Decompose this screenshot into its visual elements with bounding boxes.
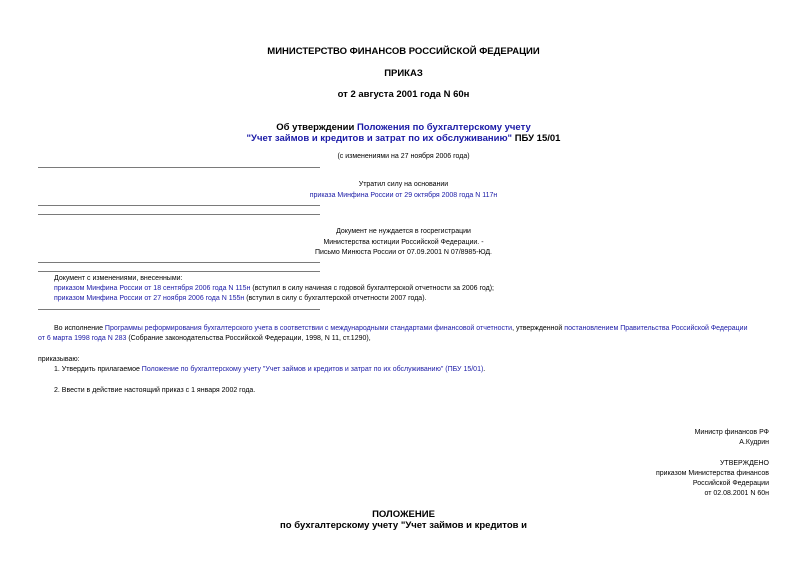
reform-program-link[interactable]: Программы реформирования бухгалтерского учета в соответствии с международными стандартами финансовой отчетности <box>104 325 513 332</box>
item1-end: . <box>483 366 486 373</box>
approval-line3: Российской Федерации <box>692 480 769 487</box>
change-item-1 <box>54 284 494 293</box>
p1-mid: , утвержденной <box>512 325 565 332</box>
divider <box>38 214 320 215</box>
regulation-heading: ПОЛОЖЕНИЕ <box>372 509 435 520</box>
government-decree-link-b[interactable]: от 6 марта 1998 года N 283 <box>38 335 127 342</box>
divider <box>38 205 320 206</box>
order-item-2: 2. Ввести в действие настоящий приказ с 1 января 2002 года. <box>54 387 256 394</box>
title-prefix: Об утверждении <box>276 122 357 133</box>
document-title-line2 <box>0 133 807 144</box>
regulation-link[interactable]: Положение по бухгалтерскому учету "Учет займов и кредитов и затрат по их обслуживанию" (ПБУ 15/01) <box>141 366 484 373</box>
item1-start: 1. Утвердить прилагаемое <box>54 366 142 373</box>
document-type: ПРИКАЗ <box>384 68 423 79</box>
ministry-heading: МИНИСТЕРСТВО ФИНАНСОВ РОССИЙСКОЙ ФЕДЕРАЦИИ <box>267 46 540 57</box>
signature-position: Министр финансов РФ <box>694 429 769 436</box>
p1-start: Во исполнение <box>54 325 105 332</box>
p1-end: (Собрание законодательства Российской Федерации, 1998, N 11, ст.1290), <box>126 335 371 342</box>
changes-intro: Документ с изменениями, внесенными: <box>54 275 183 282</box>
regulation-link-line2[interactable]: "Учет займов и кредитов и затрат по их обслуживанию" <box>246 133 513 144</box>
registration-notice-line2: Министерства юстиции Российской Федерации. - <box>323 239 484 246</box>
repeal-order-link[interactable]: приказа Минфина России от 29 октября 2008 года N 117н <box>309 192 498 199</box>
order-word: приказываю: <box>38 356 80 363</box>
divider <box>38 262 320 263</box>
title-suffix: ПБУ 15/01 <box>512 133 561 144</box>
repeal-notice: Утратил силу на основании <box>358 181 449 188</box>
approval-line1: УТВЕРЖДЕНО <box>719 460 769 467</box>
order-item-1 <box>54 365 485 374</box>
approval-line2: приказом Министерства финансов <box>655 470 769 477</box>
body-paragraph-1-line1 <box>54 324 747 333</box>
approval-line4: от 02.08.2001 N 60н <box>704 490 769 497</box>
signature-name: А.Кудрин <box>739 439 769 446</box>
change-item-1-text: (вступил в силу начиная с годовой бухгалтерской отчетности за 2006 год); <box>250 285 494 292</box>
registration-notice-line3: Письмо Минюста России от 07.09.2001 N 07/8985-ЮД. <box>314 249 493 256</box>
document-title <box>0 122 807 133</box>
divider <box>38 309 320 310</box>
amendment-note: (с изменениями на 27 ноября 2006 года) <box>337 153 470 160</box>
government-decree-link-a[interactable]: постановлением Правительства Российской Федерации <box>564 325 748 332</box>
change-order-link-1[interactable]: приказом Минфина России от 18 сентября 2006 года N 115н <box>54 285 251 292</box>
regulation-link-line1[interactable]: Положения по бухгалтерскому учету <box>356 122 531 133</box>
registration-notice-line1: Документ не нуждается в госрегистрации <box>336 228 471 235</box>
divider <box>38 271 320 272</box>
change-item-2 <box>54 294 426 303</box>
regulation-subheading: по бухгалтерскому учету "Учет займов и кредитов и <box>280 520 527 531</box>
change-order-link-2[interactable]: приказом Минфина России от 27 ноября 2006 года N 155н <box>54 295 245 302</box>
body-paragraph-1-line2 <box>38 334 371 343</box>
divider <box>38 167 320 168</box>
change-item-2-text: (вступил в силу с бухгалтерской отчетности 2007 года). <box>244 295 427 302</box>
document-date-number: от 2 августа 2001 года N 60н <box>337 89 470 100</box>
